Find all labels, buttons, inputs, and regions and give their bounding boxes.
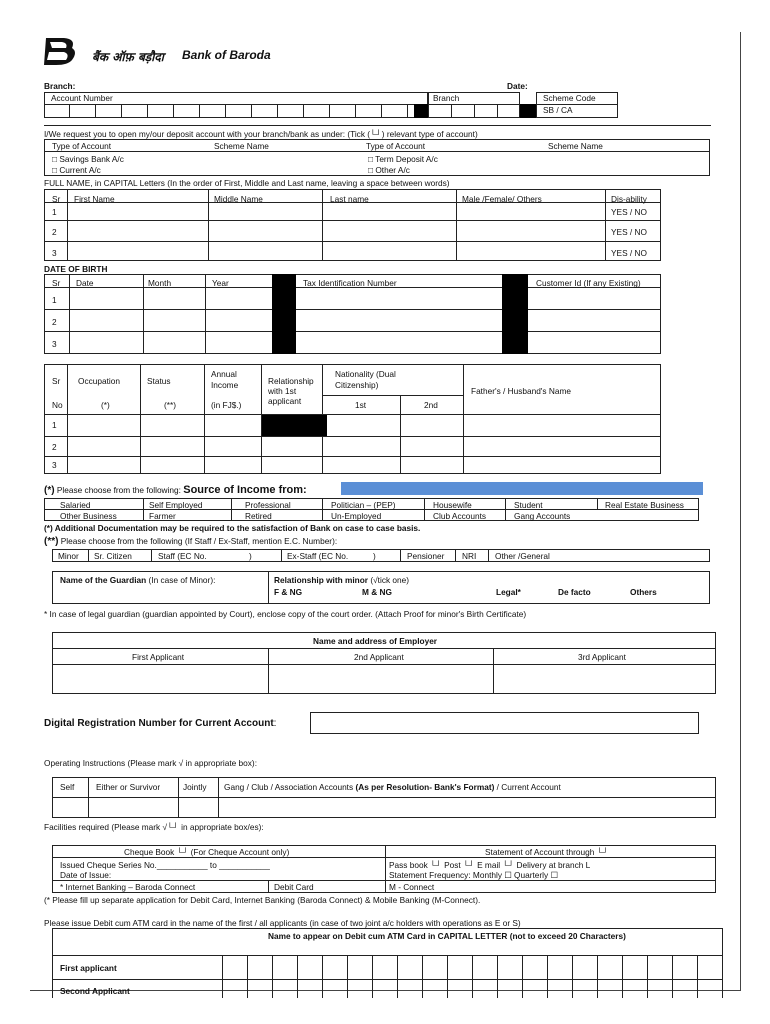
- operating-option[interactable]: Gang / Club / Association Accounts: [224, 782, 356, 792]
- source-option[interactable]: Retired: [245, 511, 272, 521]
- dob-header-sr: Sr: [52, 278, 61, 288]
- occ-header-income: Income: [211, 380, 239, 390]
- source-option[interactable]: Professional: [245, 500, 291, 510]
- date-label: Date:: [507, 81, 528, 91]
- atm-intro: Please issue Debit cum ATM card in the name of the first / all applicants (in case of two joint a/c holders with operations as E or S): [44, 918, 521, 928]
- fullname-header-sr: Sr: [52, 194, 61, 204]
- guardian-option[interactable]: Legal*: [496, 587, 521, 597]
- date-of-issue[interactable]: Date of Issue:: [60, 870, 112, 880]
- source-option[interactable]: Student: [514, 500, 543, 510]
- dob-row-sr: 3: [52, 339, 57, 349]
- operating-option[interactable]: Self: [60, 782, 75, 792]
- statement-frequency[interactable]: Statement Frequency: Monthly ☐ Quarterly ☐: [389, 870, 558, 880]
- fullname-header-gender: Male /Female/ Others: [462, 194, 542, 204]
- dob-header-customer-id: Customer Id (If any Existing): [536, 278, 641, 288]
- source-option[interactable]: Housewife: [433, 500, 472, 510]
- debit-card-option[interactable]: Debit Card: [274, 882, 314, 892]
- source-option[interactable]: Club Accounts: [433, 511, 487, 521]
- m-connect-option[interactable]: M - Connect: [389, 882, 435, 892]
- dob-header-year: Year: [212, 278, 229, 288]
- atm-header: Name to appear on Debit cum ATM Card in CAPITAL LETTER (not to exceed 20 Characters): [268, 931, 626, 941]
- guardian-option[interactable]: De facto: [558, 587, 591, 597]
- statement-delivery-options[interactable]: Pass book └┘ Post └┘ E mail └┘ Delivery at branch L: [389, 860, 591, 870]
- operating-option[interactable]: Jointly: [183, 782, 207, 792]
- occ-header-relationship: Relationship: [268, 376, 314, 386]
- type-of-account-label: Type of Account: [52, 141, 112, 151]
- source-option[interactable]: Gang Accounts: [514, 511, 571, 521]
- atm-row-first: First applicant: [60, 963, 117, 973]
- occ-header-2nd: 2nd: [424, 400, 438, 410]
- occ-row-sr: 2: [52, 442, 57, 452]
- bank-name-hindi: बैंक ऑफ़ बड़ौदा: [92, 50, 164, 64]
- fullname-row-sr: 1: [52, 207, 57, 217]
- occ-row-sr: 1: [52, 420, 57, 430]
- cheque-book-option[interactable]: Cheque Book └┘ (For Cheque Account only): [124, 847, 290, 857]
- legal-guardian-note: * In case of legal guardian (guardian appointed by Court), enclose copy of the court order. (Attach Proof for minor's Birth Certificate): [44, 609, 527, 619]
- internet-banking-option[interactable]: * Internet Banking – Baroda Connect: [60, 882, 196, 892]
- fullname-row-sr: 2: [52, 227, 57, 237]
- status-option[interactable]: NRI: [462, 551, 477, 561]
- status-option-close: ): [249, 551, 252, 561]
- dob-header-date: Date: [76, 278, 94, 288]
- term-deposit-checkbox[interactable]: □ Term Deposit A/c: [368, 154, 438, 164]
- source-prefix: Please choose from the following:: [54, 485, 184, 495]
- status-option[interactable]: Staff (EC No.: [158, 551, 207, 561]
- occ-header-status: Status: [147, 376, 171, 386]
- scheme-name-label-2: Scheme Name: [548, 141, 603, 151]
- digital-registration-colon: :: [273, 718, 277, 729]
- occ-header-no: No: [52, 400, 63, 410]
- facilities-title: Facilities required (Please mark √└┘ in appropriate box/es):: [44, 822, 264, 832]
- source-option[interactable]: Self Employed: [149, 500, 203, 510]
- occ-header-father: Father's / Husband's Name: [471, 386, 572, 396]
- occ-header-currency: (in FJ$.): [211, 400, 242, 410]
- full-name-instruction: FULL NAME, in CAPITAL Letters (In the order of First, Middle and Last name, leaving a space between words): [44, 178, 450, 188]
- fullname-header-disability: Dis-ability: [611, 194, 647, 204]
- type-of-account-label-2: Type of Account: [366, 141, 426, 151]
- source-option[interactable]: Un-Employed: [331, 511, 382, 521]
- source-option[interactable]: Politician – (PEP): [331, 500, 396, 510]
- highlight-bar: [341, 482, 703, 495]
- occ-header-star2: (**): [164, 400, 176, 410]
- source-option[interactable]: Real Estate Business: [605, 500, 684, 510]
- page-border-right: [740, 32, 741, 990]
- source-title: Source of Income from:: [183, 484, 307, 496]
- employer-col-first: First Applicant: [132, 652, 185, 662]
- source-option[interactable]: Farmer: [149, 511, 176, 521]
- status-option[interactable]: Other /General: [495, 551, 550, 561]
- scheme-name-label: Scheme Name: [214, 141, 269, 151]
- dob-header-tin: Tax Identification Number: [303, 278, 397, 288]
- fullname-row-sr: 3: [52, 248, 57, 258]
- dob-header-month: Month: [148, 278, 172, 288]
- status-prefix: Please choose from the following (If Staff / Ex-Staff, mention E.C. Number):: [58, 536, 338, 546]
- relationship-minor-label: Relationship with minor: [274, 575, 369, 585]
- operating-option-format: (As per Resolution- Bank's Format): [355, 782, 495, 792]
- source-option[interactable]: Other Business: [60, 511, 117, 521]
- operating-option-current: / Current Account: [494, 782, 561, 792]
- status-star: (**): [44, 536, 59, 547]
- guardian-option[interactable]: M & NG: [362, 587, 392, 597]
- account-number-label: Account Number: [51, 93, 113, 103]
- fullname-header-first: First Name: [74, 194, 115, 204]
- occ-header-occupation: Occupation: [78, 376, 120, 386]
- savings-checkbox[interactable]: □ Savings Bank A/c: [52, 154, 124, 164]
- dob-title: DATE OF BIRTH: [44, 264, 108, 274]
- scheme-code-label: Scheme Code: [543, 93, 596, 103]
- atm-row-second: Second Applicant: [60, 986, 130, 996]
- disability-yes-no[interactable]: YES / NO: [611, 248, 647, 258]
- bank-name-english: Bank of Baroda: [182, 48, 271, 62]
- status-option[interactable]: Sr. Citizen: [94, 551, 132, 561]
- guardian-option[interactable]: Others: [630, 587, 657, 597]
- guardian-option[interactable]: F & NG: [274, 587, 303, 597]
- other-account-checkbox[interactable]: □ Other A/c: [368, 165, 410, 175]
- source-option[interactable]: Salaried: [60, 500, 91, 510]
- branch-code-label: Branch: [433, 93, 460, 103]
- statement-option[interactable]: Statement of Account through └┘: [485, 847, 609, 857]
- occ-header-star: (*): [101, 400, 110, 410]
- operating-instructions-title: Operating Instructions (Please mark √ in appropriate box):: [44, 758, 257, 768]
- fullname-header-last: Last name: [330, 194, 369, 204]
- facilities-note: (* Please fill up separate application for Debit Card, Internet Banking (Baroda Connect) & Mobile Banking (M-Connect).: [44, 895, 481, 905]
- branch-label: Branch:: [44, 81, 76, 91]
- guardian-label: Name of the Guardian: [60, 575, 147, 585]
- digital-registration-label: Digital Registration Number for Current Account: [44, 718, 274, 729]
- additional-doc-note: (*) Additional Documentation may be required to the satisfaction of Bank on case to case basis.: [44, 523, 421, 533]
- status-option-close: ): [373, 551, 376, 561]
- current-checkbox[interactable]: □ Current A/c: [52, 165, 101, 175]
- relationship-tick: (√tick one): [368, 575, 410, 585]
- occ-header-1st: 1st: [355, 400, 367, 410]
- operating-option[interactable]: Either or Survivor: [96, 782, 161, 792]
- occ-header-citizenship: Citizenship): [335, 380, 379, 390]
- account-number-cells[interactable]: [69, 104, 428, 118]
- digital-registration-input[interactable]: [310, 712, 699, 734]
- atm-name-cells[interactable]: [222, 955, 723, 998]
- fullname-header-middle: Middle Name: [214, 194, 263, 204]
- occ-header-nationality: Nationality (Dual: [335, 369, 396, 379]
- source-star: (*): [44, 485, 55, 496]
- request-text: I/We request you to open my/our deposit account with your branch/bank as under: (Tick (└┘) relevant type of account): [44, 129, 478, 139]
- status-option[interactable]: Pensioner: [407, 551, 445, 561]
- employer-col-third: 3rd Applicant: [578, 652, 626, 662]
- status-option[interactable]: Ex-Staff (EC No.: [287, 551, 349, 561]
- sb-ca-label: SB / CA: [543, 105, 573, 115]
- disability-yes-no[interactable]: YES / NO: [611, 227, 647, 237]
- occ-row-sr: 3: [52, 460, 57, 470]
- dob-row-sr: 2: [52, 317, 57, 327]
- occ-header-relationship-3: applicant: [268, 396, 302, 406]
- employer-col-second: 2nd Applicant: [354, 652, 404, 662]
- occ-header-sr: Sr: [52, 376, 61, 386]
- status-option[interactable]: Minor: [58, 551, 79, 561]
- occ-header-annual: Annual: [211, 369, 237, 379]
- bank-logo-icon: [42, 36, 80, 66]
- guardian-label-suffix: (In case of Minor):: [146, 575, 216, 585]
- employer-title: Name and address of Employer: [313, 636, 438, 646]
- occ-header-relationship-2: with 1st: [268, 386, 297, 396]
- dob-row-sr: 1: [52, 295, 57, 305]
- disability-yes-no[interactable]: YES / NO: [611, 207, 647, 217]
- issued-cheque-series[interactable]: Issued Cheque Series No.___________ to ___________: [60, 860, 270, 870]
